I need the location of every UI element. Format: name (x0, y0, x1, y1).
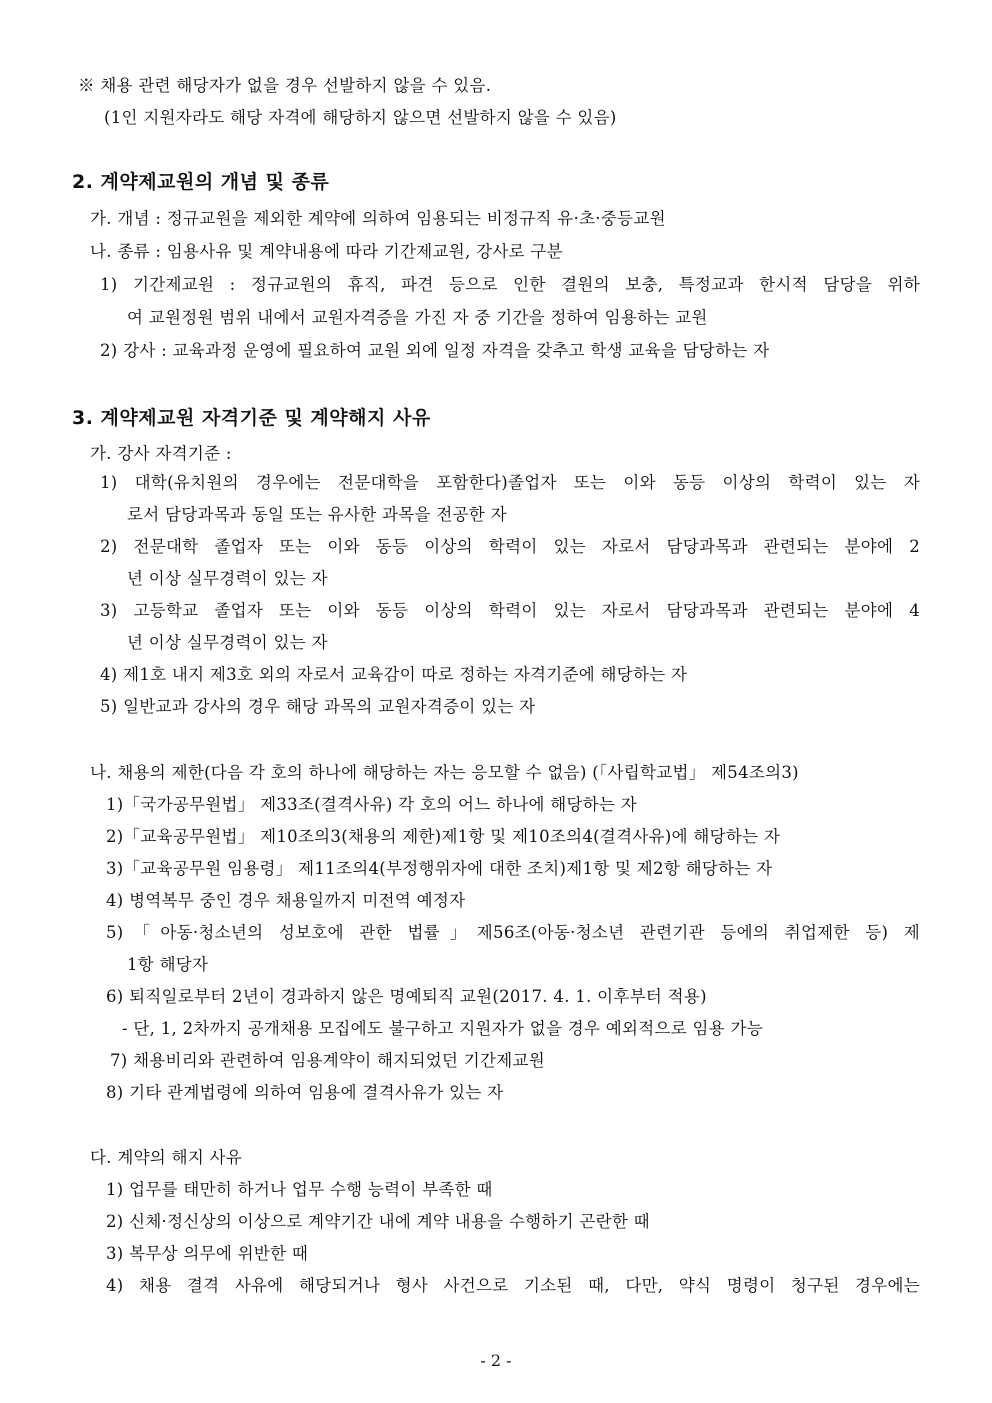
section-3-c-title: 다. 계약의 해지 사유 (90, 1148, 243, 1167)
section-3-b6-note: - 단, 1, 2차까지 공개채용 모집에도 불구하고 지원자가 없을 경우 예외적으로 임용 가능 (122, 1019, 763, 1038)
section-3-a2-line2: 년 이상 실무경력이 있는 자 (127, 569, 328, 588)
section-3-a2-line1: 2) 전문대학 졸업자 또는 이와 동등 이상의 학력이 있는 자로서 담당과목과 관련되는 분야에 2 (100, 537, 920, 556)
section-3-a3-line1: 3) 고등학교 졸업자 또는 이와 동등 이상의 학력이 있는 자로서 담당과목과 관련되는 분야에 4 (100, 601, 920, 620)
notice-line-1: ※ 채용 관련 해당자가 없을 경우 선발하지 않을 수 있음. (78, 76, 492, 95)
section-2-item-a: 가. 개념 : 정규교원을 제외한 계약에 의하여 임용되는 비정규직 유·초·중등교원 (90, 209, 666, 228)
section-3-a3-line2: 년 이상 실무경력이 있는 자 (127, 633, 328, 652)
section-3-b-title: 나. 채용의 제한(다음 각 호의 하나에 해당하는 자는 응모할 수 없음) (「사립학교법」 제54조의3) (90, 763, 799, 782)
section-3-a1-line2: 로서 담당과목과 동일 또는 유사한 과목을 전공한 자 (127, 505, 507, 524)
section-2-item-b2: 2) 강사 : 교육과정 운영에 필요하여 교원 외에 일정 자격을 갖추고 학생 교육을 담당하는 자 (100, 341, 770, 360)
section-2-item-b1-line2: 여 교원정원 범위 내에서 교원자격증을 가진 자 중 기간을 정하여 임용하는 교원 (127, 308, 708, 327)
section-3-a4: 4) 제1호 내지 제3호 외의 자로서 교육감이 따로 정하는 자격기준에 해당하는 자 (100, 665, 688, 684)
section-3-a1-line1: 1) 대학(유치원의 경우에는 전문대학을 포함한다)졸업자 또는 이와 동등 이상의 학력이 있는 자 (100, 473, 920, 492)
section-3-a5: 5) 일반교과 강사의 경우 해당 과목의 교원자격증이 있는 자 (100, 697, 536, 716)
section-3-b4: 4) 병역복무 중인 경우 채용일까지 미전역 예정자 (106, 891, 466, 910)
section-3-a-title: 가. 강사 자격기준 : (90, 444, 232, 463)
section-3-c3: 3) 복무상 의무에 위반한 때 (106, 1244, 309, 1263)
section-3-b6: 6) 퇴직일로부터 2년이 경과하지 않은 명예퇴직 교원(2017. 4. 1. 이후부터 적용) (106, 987, 707, 1006)
section-3-b5-line1: 5)「아동·청소년의 성보호에 관한 법률」제56조(아동·청소년 관련기관 등에의 취업제한 등) 제 (106, 923, 920, 942)
section-3-b7: 7) 채용비리와 관련하여 임용계약이 해지되었던 기간제교원 (110, 1051, 545, 1070)
section-3-c4: 4) 채용 결격 사유에 해당되거나 형사 사건으로 기소된 때, 다만, 약식 명령이 청구된 경우에는 (106, 1276, 920, 1295)
section-3-c1: 1) 업무를 태만히 하거나 업무 수행 능력이 부족한 때 (106, 1180, 493, 1199)
notice-line-2: (1인 지원자라도 해당 자격에 해당하지 않으면 선발하지 않을 수 있음) (104, 108, 617, 127)
section-3-b5-line2: 1항 해당자 (127, 955, 209, 974)
section-3-b1: 1)「국가공무원법」 제33조(결격사유) 각 호의 어느 하나에 해당하는 자 (106, 795, 637, 814)
section-2-item-b1-line1: 1) 기간제교원 : 정규교원의 휴직, 파견 등으로 인한 결원의 보충, 특정교과 한시적 담당을 위하 (100, 275, 920, 294)
section-3-heading: 3. 계약제교원 자격기준 및 계약해지 사유 (72, 407, 431, 429)
section-3-c2: 2) 신체·정신상의 이상으로 계약기간 내에 계약 내용을 수행하기 곤란한 때 (106, 1212, 650, 1231)
section-2-item-b: 나. 종류 : 임용사유 및 계약내용에 따라 기간제교원, 강사로 구분 (90, 242, 563, 261)
section-3-b2: 2)「교육공무원법」 제10조의3(채용의 제한)제1항 및 제10조의4(결격사유)에 해당하는 자 (106, 827, 781, 846)
page-number: - 2 - (480, 1351, 512, 1370)
section-3-b3: 3)「교육공무원 임용령」 제11조의4(부정행위자에 대한 조치)제1항 및 제2항 해당하는 자 (106, 859, 773, 878)
section-2-heading: 2. 계약제교원의 개념 및 종류 (72, 171, 330, 193)
section-3-b8: 8) 기타 관계법령에 의하여 임용에 결격사유가 있는 자 (106, 1083, 504, 1102)
